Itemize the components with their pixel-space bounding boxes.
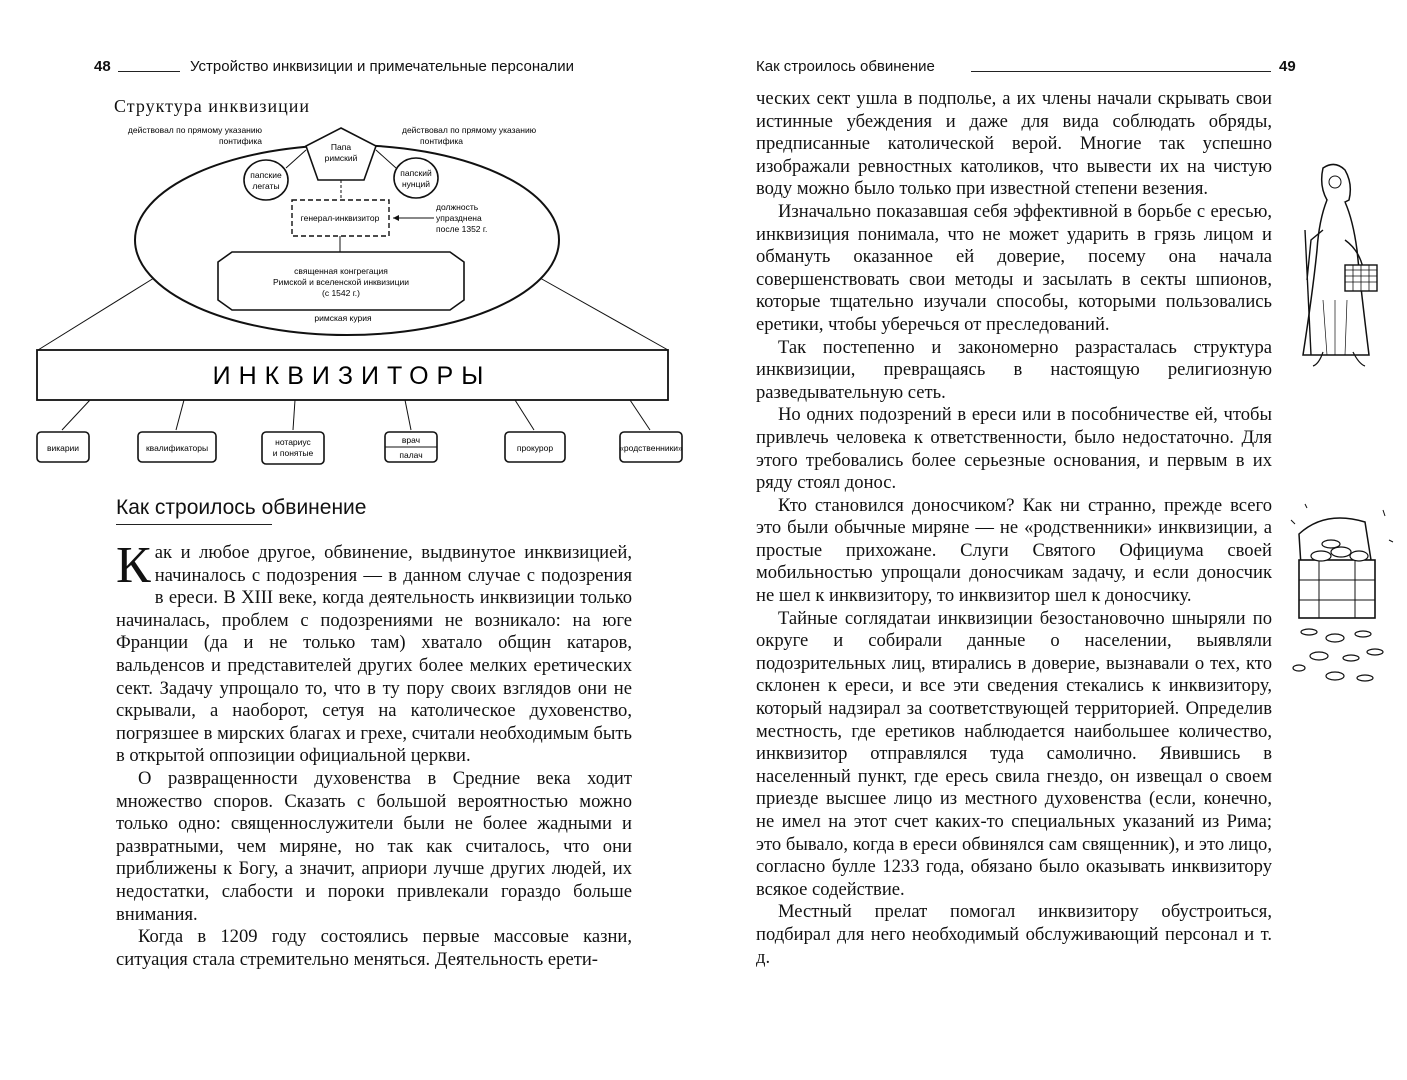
left-section-rule	[116, 524, 272, 525]
left-paragraph-2: О развращенности духовенства в Средние века ходит множество споров. Сказать с большой вероятностью можно только одно: священнослужители были не более жадными и развратными, чем миряне, но так как считалось, что они приближены к Богу, а значит, априори лучше других людей, их недостатки, слабости и пороки привлекали гораздо больше внимания.	[116, 767, 632, 925]
inquisitors-label: ИНКВИЗИТОРЫ	[212, 362, 492, 390]
right-paragraph-3: Так постепенно и закономерно разрасталась структура инквизиции, превращаясь в настоящую религиозную разведывательную сеть.	[756, 336, 1272, 403]
right-paragraph-7: Местный прелат помогал инквизитору обустроиться, подбирал для него необходимый обслуживающий персонал и т. д.	[756, 901, 1272, 968]
nuncio-label-1: папский	[400, 168, 432, 178]
legates-circle	[244, 160, 288, 200]
relatives-label: «родственники»	[619, 443, 683, 453]
notaries-label-2: и понятые	[272, 448, 314, 458]
right-paragraph-5: Кто становился доносчиком? Как ни странно, прежде всего это были обычные миряне — не «родственники» инквизиции, а простые прихожане. Слуги Святого Официума своей мобильностью упрощали доносчикам задачу, и если доносчик не шел к инквизитору, то инквизитор шел к доносчику.	[756, 494, 1272, 607]
treasure-chest-illustration	[1285, 500, 1397, 690]
right-page	[703, 0, 1407, 1080]
left-page-number: 48	[94, 58, 111, 75]
diagram-title: Структура инквизиции	[114, 96, 311, 116]
left-paragraph-1: Как и любое другое, обвинение, выдвинутое инквизицией, начиналось с подозрения — в данном случае с подозрения в ереси. В XIII веке, когда деятельность инквизиции только начиналась, проблем с подозрениями не возникало: на юге Франции (да и не только там) хватало общин катаров, вальденсов и представителей других более мелких еретических сект. Задачу упрощало то, что в ту пору своих взглядов они не скрывали, а наоборот, сетуя на католическое духовенство, погрязшее в мирских благах и грехе, считали необходимым быть в открытой оппозиции официальной церкви.	[116, 537, 632, 767]
right-paragraph-6: Тайные соглядатаи инквизиции безостановочно шныряли по округе и собирали данные о населении, выявляли подозрительных лиц, втирались в доверие, вызнавали о тех, кто склонен к ереси, и все эти сведения стекались к инквизитору, который надзирал за соответствующей территорией. Определив местность, где еретиков наблюдается наибольшее количество, инквизитор отправлялся туда самолично. Явившись в населенный пункт, где ересь свила гнездо, он извещал о своем приезде высшее лицо из местного духовенства (если, конечно, не имел на этот счет каких-то специальных указаний из Рима; это бывало, когда в ереси обвинялся сам священник), и это лицо, согласно булле 1233 года, обязано было оказывать инквизитору всякое содействие.	[756, 607, 1272, 900]
left-body-text	[116, 537, 632, 971]
dropcap: К	[116, 537, 151, 594]
prosecutor-label: прокурор	[516, 443, 554, 453]
legates-label-1: папские	[250, 170, 282, 180]
left-section-title: Как строилось обвинение	[116, 496, 367, 519]
left-note-2: понтифика	[218, 136, 262, 146]
doctor-label: врач	[401, 435, 421, 445]
curia-label: римская курия	[314, 313, 372, 323]
right-paragraph-2: Изначально показавшая себя эффективной в борьбе с ересью, инквизиция понимала, что не может ударить в грязь лицом и обмануть оказанное ей доверие, посему она начала совершенствовать свои методы и засылать в секты шпионов, которые тщательно изучали способы, которыми пользовались еретики, чтобы уберечься от преследований.	[756, 200, 1272, 335]
abolished-note-2: упразднена	[436, 213, 482, 223]
legates-label-2: легаты	[252, 181, 280, 191]
pope-label-1: Папа	[330, 142, 352, 152]
left-running-head: Устройство инквизиции и примечательные персоналии	[190, 58, 575, 75]
congregation-label-2: Римской и вселенской инквизиции	[272, 277, 410, 287]
right-paragraph-1: ческих сект ушла в подполье, а их члены начали скрывать свои истинные убеждения и даже для вида соблюдать обряды, предписанные католической верой. Многие так успешно изображали ревностных католиков, что вывести их на чистую воду можно было только при известной степени везения.	[756, 88, 1272, 200]
abolished-note-3: после 1352 г.	[436, 224, 488, 234]
left-paragraph-3: Когда в 1209 году состоялись первые массовые казни, ситуация стала стремительно меняться. Деятельность ерети-	[116, 926, 632, 970]
executioner-label: палач	[399, 450, 423, 460]
nuncio-circle	[394, 158, 438, 198]
right-page-number: 49	[1279, 58, 1296, 75]
vicars-label: викарии	[46, 443, 80, 453]
abolished-note-1: должность	[436, 202, 479, 212]
left-note-1: действовал по прямому указанию	[127, 125, 262, 135]
right-header-rule	[971, 71, 1271, 72]
qualifiers-label: квалификаторы	[145, 443, 209, 453]
right-note-1: действовал по прямому указанию	[402, 125, 537, 135]
congregation-label-1: священная конгрегация	[294, 266, 388, 276]
grand-inquisitor-label: генерал-инквизитор	[300, 213, 380, 223]
inquisition-structure-diagram	[0, 0, 703, 480]
pope-label-2: римский	[324, 153, 358, 163]
nuncio-label-2: нунций	[401, 179, 431, 189]
congregation-label-3: (с 1542 г.)	[322, 288, 360, 298]
right-note-2: понтифика	[420, 136, 464, 146]
connector-right	[540, 278, 668, 350]
notaries-label-1: нотариус	[275, 437, 311, 447]
left-page	[0, 0, 703, 1080]
right-body-text	[756, 88, 1272, 969]
right-paragraph-4: Но одних подозрений в ереси или в пособничестве ей, чтобы привлечь человека к ответственности, было недостаточно. Для этого требовались более серьезные основания, и первым в их ряду стоял донос.	[756, 404, 1272, 494]
connector-left	[38, 278, 154, 350]
hooded-woman-illustration	[1283, 160, 1383, 370]
right-running-head: Как строилось обвинение	[756, 58, 935, 75]
